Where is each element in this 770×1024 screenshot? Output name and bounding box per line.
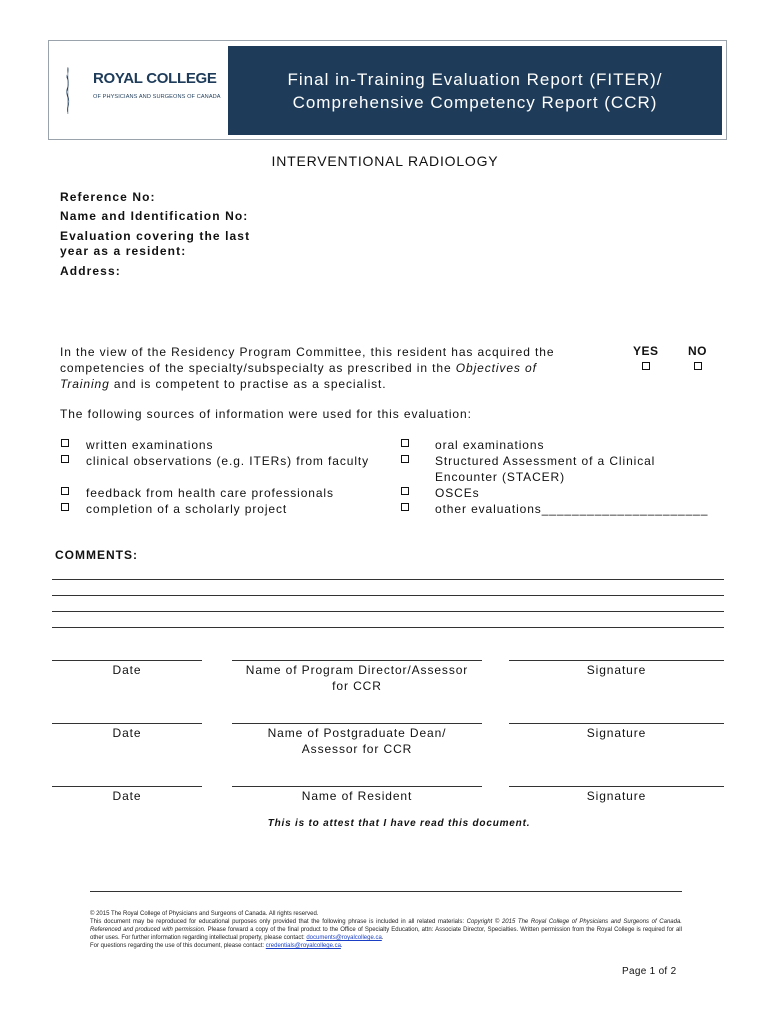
written-exams-checkbox[interactable] — [61, 439, 69, 447]
caduceus-logo-icon — [66, 66, 90, 116]
date-label-1: Date — [112, 663, 142, 677]
statement-line-1: In the view of the Residency Program Committee, this resident has acquired the — [60, 345, 555, 359]
source-oral-exams: oral examinations — [435, 438, 545, 452]
clinical-obs-checkbox[interactable] — [61, 455, 69, 463]
no-checkbox[interactable] — [694, 362, 702, 370]
evaluation-period-label-line1: Evaluation covering the last — [60, 229, 251, 243]
comment-line-2[interactable] — [52, 595, 724, 596]
title-line-1: Final in-Training Evaluation Report (FITER)/ — [287, 69, 663, 89]
signature-line-1[interactable] — [509, 660, 724, 661]
questions-notice: For questions regarding the use of this document, please contact: credentials@royalcollege.ca. — [90, 943, 343, 949]
comment-line-3[interactable] — [52, 611, 724, 612]
source-clinical-observations: clinical observations (e.g. ITERs) from faculty — [86, 454, 370, 468]
signature-label-3: Signature — [586, 789, 647, 803]
date-line-2[interactable] — [52, 723, 202, 724]
comments-label: COMMENTS: — [55, 548, 138, 562]
source-written-exams: written examinations — [86, 438, 214, 452]
source-osces: OSCEs — [435, 486, 480, 500]
feedback-checkbox[interactable] — [61, 487, 69, 495]
title-banner — [228, 46, 722, 135]
statement-line-2: competencies of the specialty/subspecialty as prescribed in the Objectives of — [60, 361, 537, 375]
comment-line-1[interactable] — [52, 579, 724, 580]
signature-line-2[interactable] — [509, 723, 724, 724]
yes-label: YES — [633, 344, 659, 358]
address-label: Address: — [60, 264, 121, 278]
copyright-line: © 2015 The Royal College of Physicians and Surgeons of Canada. All rights reserved. — [90, 911, 319, 917]
other-evaluations-checkbox[interactable] — [401, 503, 409, 511]
evaluation-period-label-line2: year as a resident: — [60, 244, 187, 258]
page-number: Page 1 of 2 — [622, 966, 677, 977]
attestation-text: This is to attest that I have read this document. — [267, 818, 531, 829]
credentials-email-link[interactable]: credentials@royalcollege.ca — [265, 943, 341, 949]
signature-label-2: Signature — [586, 726, 647, 740]
reference-no-label: Reference No: — [60, 190, 156, 204]
statement-line-3: Training and is competent to practise as a specialist. — [60, 377, 387, 391]
title-line-2: Comprehensive Competency Report (CCR) — [292, 92, 658, 112]
sources-heading: The following sources of information were used for this evaluation: — [60, 407, 472, 421]
logo-text: ROYAL COLLEGE — [93, 70, 217, 87]
program-director-label-line2: for CCR — [332, 679, 382, 693]
source-other-evaluations: other evaluations______________________ — [435, 502, 709, 516]
program-director-label-line1: Name of Program Director/Assessor — [245, 663, 469, 677]
postgrad-dean-label-line2: Assessor for CCR — [301, 742, 413, 756]
resident-name-label: Name of Resident — [301, 789, 413, 803]
source-stacer-line2: Encounter (STACER) — [435, 470, 566, 484]
date-label-2: Date — [112, 726, 142, 740]
documents-email-link[interactable]: documents@royalcollege.ca — [306, 935, 382, 941]
comment-line-4[interactable] — [52, 627, 724, 628]
name-line-3[interactable] — [232, 786, 482, 787]
reproduction-notice: This document may be reproduced for educational purposes only provided that the following phrase is included in all related materials: Copyright © 2015 The Royal College of Physicians and Surgeons of Canada. Referenced and produced with permission. Please forward a copy of the final product to the Office of Specialty Education, attn: Associate Director, Specialties. Written permission from the Royal College is required for all other uses. For further information regarding intellectual property, please contact: documents@royalcollege.ca. — [90, 919, 682, 941]
signature-label-1: Signature — [586, 663, 647, 677]
name-id-label: Name and Identification No: — [60, 209, 249, 223]
stacer-checkbox[interactable] — [401, 455, 409, 463]
specialty-heading: INTERVENTIONAL RADIOLOGY — [271, 153, 499, 169]
scholarly-project-checkbox[interactable] — [61, 503, 69, 511]
no-label: NO — [688, 344, 707, 358]
source-stacer-line1: Structured Assessment of a Clinical — [435, 454, 656, 468]
postgrad-dean-label-line1: Name of Postgraduate Dean/ — [267, 726, 447, 740]
date-label-3: Date — [112, 789, 142, 803]
date-line-1[interactable] — [52, 660, 202, 661]
signature-line-3[interactable] — [509, 786, 724, 787]
yes-checkbox[interactable] — [642, 362, 650, 370]
footer-divider — [90, 891, 682, 892]
date-line-3[interactable] — [52, 786, 202, 787]
copyright-notice — [90, 910, 682, 950]
name-line-2[interactable] — [232, 723, 482, 724]
source-scholarly-project: completion of a scholarly project — [86, 502, 288, 516]
osces-checkbox[interactable] — [401, 487, 409, 495]
name-line-1[interactable] — [232, 660, 482, 661]
logo-subtext: OF PHYSICIANS AND SURGEONS OF CANADA — [93, 94, 221, 100]
oral-exams-checkbox[interactable] — [401, 439, 409, 447]
source-feedback: feedback from health care professionals — [86, 486, 334, 500]
